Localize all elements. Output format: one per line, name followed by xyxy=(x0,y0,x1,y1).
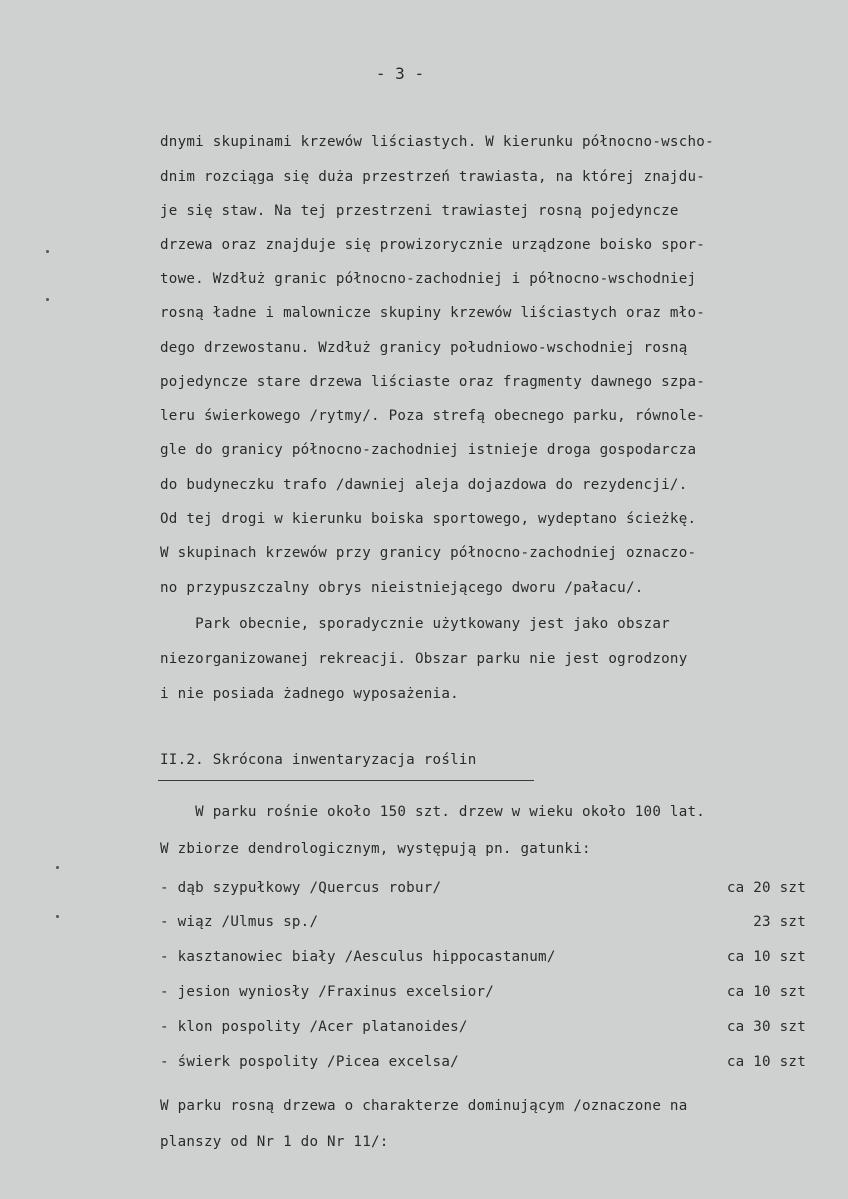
species-count: ca 20 szt xyxy=(726,880,806,896)
text-line: dnim rozciąga się duża przestrzeń trawiasta, na której znajdu- xyxy=(160,169,706,185)
text-line: towe. Wzdłuż granic północno-zachodniej i północno-wschodniej xyxy=(160,271,697,287)
species-count: ca 30 szt xyxy=(726,1019,806,1035)
text-line: dnymi skupinami krzewów liściastych. W kierunku północno-wscho- xyxy=(160,134,714,150)
species-name: - świerk pospolity /Picea excelsa/ xyxy=(160,1054,459,1070)
text-line: W zbiorze dendrologicznym, występują pn. gatunki: xyxy=(160,841,591,857)
species-name: - dąb szypułkowy /Quercus robur/ xyxy=(160,880,442,896)
species-count: ca 10 szt xyxy=(726,984,806,1000)
species-count: 23 szt xyxy=(753,914,806,930)
margin-speck xyxy=(46,298,49,301)
species-list-item xyxy=(160,914,806,934)
species-name: - wiąz /Ulmus sp./ xyxy=(160,914,319,930)
species-list-item xyxy=(160,1019,806,1039)
species-count: ca 10 szt xyxy=(726,1054,806,1070)
text-line: leru świerkowego /rytmy/. Poza strefą obecnego parku, równole- xyxy=(160,408,706,424)
species-list-item xyxy=(160,949,806,969)
text-line: planszy od Nr 1 do Nr 11/: xyxy=(160,1134,389,1150)
species-list-item xyxy=(160,1054,806,1074)
text-line: do budyneczku trafo /dawniej aleja dojazdowa do rezydencji/. xyxy=(160,477,688,493)
text-line: Od tej drogi w kierunku boiska sportowego, wydeptano ścieżkę. xyxy=(160,511,697,527)
text-line: niezorganizowanej rekreacji. Obszar parku nie jest ogrodzony xyxy=(160,651,688,667)
text-line: i nie posiada żadnego wyposażenia. xyxy=(160,686,459,702)
species-count: ca 10 szt xyxy=(726,949,806,965)
text-line: drzewa oraz znajduje się prowizorycznie urządzone boisko spor- xyxy=(160,237,706,253)
text-line: dego drzewostanu. Wzdłuż granicy południowo-wschodniej rosną xyxy=(160,340,688,356)
text-line: gle do granicy północno-zachodniej istnieje droga gospodarcza xyxy=(160,442,697,458)
heading-underline xyxy=(158,780,534,781)
text-line: W parku rośnie około 150 szt. drzew w wieku około 100 lat. xyxy=(160,804,706,820)
text-line: rosną ładne i malownicze skupiny krzewów liściastych oraz mło- xyxy=(160,305,706,321)
species-name: - kasztanowiec biały /Aesculus hippocastanum/ xyxy=(160,949,556,965)
page-number: - 3 - xyxy=(375,64,425,83)
text-line: pojedyncze stare drzewa liściaste oraz fragmenty dawnego szpa- xyxy=(160,374,706,390)
text-line: no przypuszczalny obrys nieistniejącego dworu /pałacu/. xyxy=(160,580,644,596)
species-list-item xyxy=(160,880,806,900)
margin-speck xyxy=(56,866,59,869)
text-line: je się staw. Na tej przestrzeni trawiastej rosną pojedyncze xyxy=(160,203,679,219)
species-list-item xyxy=(160,984,806,1004)
species-name: - klon pospolity /Acer platanoides/ xyxy=(160,1019,468,1035)
margin-speck xyxy=(56,915,59,918)
text-line: W skupinach krzewów przy granicy północno-zachodniej oznaczo- xyxy=(160,545,697,561)
species-name: - jesion wyniosły /Fraxinus excelsior/ xyxy=(160,984,495,1000)
text-line: Park obecnie, sporadycznie użytkowany jest jako obszar xyxy=(160,616,670,632)
text-line: W parku rosną drzewa o charakterze dominującym /oznaczone na xyxy=(160,1098,688,1114)
section-heading: II.2. Skrócona inwentaryzacja roślin xyxy=(160,752,477,768)
margin-speck xyxy=(46,250,49,253)
